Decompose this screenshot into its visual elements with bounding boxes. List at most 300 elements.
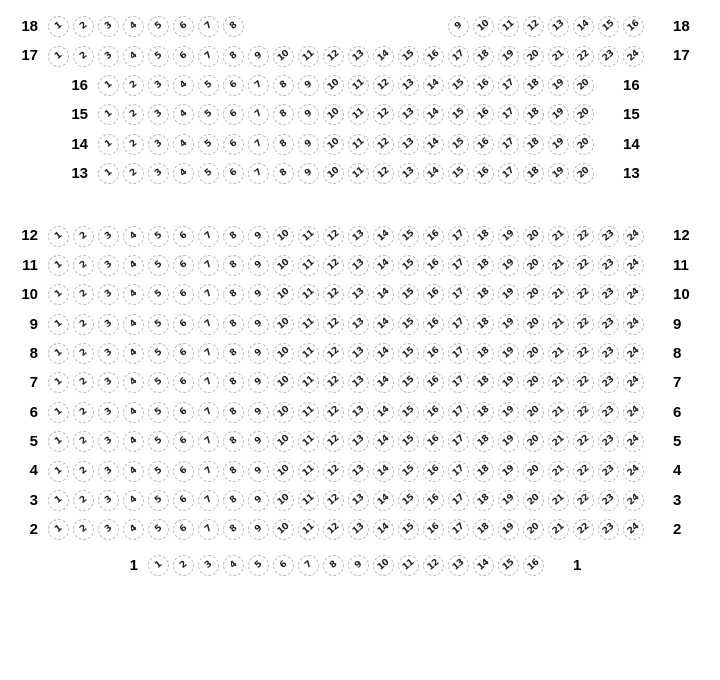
- seat-row7-num21[interactable]: [546, 368, 571, 397]
- seat-row3-num11[interactable]: [296, 486, 321, 515]
- seat-row1-num12[interactable]: [421, 551, 446, 580]
- seat-row9-num16[interactable]: [421, 310, 446, 339]
- seat-row3-num4[interactable]: [121, 486, 146, 515]
- seat-row9-num18[interactable]: [471, 310, 496, 339]
- seat-row7-num22[interactable]: [571, 368, 596, 397]
- seat-row2-num7[interactable]: [196, 515, 221, 544]
- seat-row12-num14[interactable]: [371, 221, 396, 250]
- seat-row17-num21[interactable]: [546, 41, 571, 70]
- seat-row11-num6[interactable]: [171, 251, 196, 280]
- seat-row1-num9[interactable]: [346, 551, 371, 580]
- seat-row15-num11[interactable]: [346, 100, 371, 129]
- seat-row11-num22[interactable]: [571, 251, 596, 280]
- seat-row18-num14[interactable]: [571, 12, 596, 41]
- seat-row17-num20[interactable]: [521, 41, 546, 70]
- seat-row17-num3[interactable]: [96, 41, 121, 70]
- seat-row1-num8[interactable]: [321, 551, 346, 580]
- seat-row15-num3[interactable]: [146, 100, 171, 129]
- seat-row3-num18[interactable]: [471, 486, 496, 515]
- seat-row5-num1[interactable]: [46, 427, 71, 456]
- seat-row6-num3[interactable]: [96, 398, 121, 427]
- seat-row8-num23[interactable]: [596, 339, 621, 368]
- seat-row5-num4[interactable]: [121, 427, 146, 456]
- seat-row7-num15[interactable]: [396, 368, 421, 397]
- seat-row16-num12[interactable]: [371, 71, 396, 100]
- seat-row4-num16[interactable]: [421, 456, 446, 485]
- seat-row11-num15[interactable]: [396, 251, 421, 280]
- seat-row7-num12[interactable]: [321, 368, 346, 397]
- seat-row11-num24[interactable]: [621, 251, 646, 280]
- seat-row5-num12[interactable]: [321, 427, 346, 456]
- seat-row15-num19[interactable]: [546, 100, 571, 129]
- seat-row4-num15[interactable]: [396, 456, 421, 485]
- seat-row5-num13[interactable]: [346, 427, 371, 456]
- seat-row9-num11[interactable]: [296, 310, 321, 339]
- seat-row5-num20[interactable]: [521, 427, 546, 456]
- seat-row6-num1[interactable]: [46, 398, 71, 427]
- seat-row15-num17[interactable]: [496, 100, 521, 129]
- seat-row3-num6[interactable]: [171, 486, 196, 515]
- seat-row11-num4[interactable]: [121, 251, 146, 280]
- seat-row14-num12[interactable]: [371, 130, 396, 159]
- seat-row17-num15[interactable]: [396, 41, 421, 70]
- seat-row8-num16[interactable]: [421, 339, 446, 368]
- seat-row5-num18[interactable]: [471, 427, 496, 456]
- seat-row14-num10[interactable]: [321, 130, 346, 159]
- seat-row6-num9[interactable]: [246, 398, 271, 427]
- seat-row16-num18[interactable]: [521, 71, 546, 100]
- seat-row9-num17[interactable]: [446, 310, 471, 339]
- seat-row4-num18[interactable]: [471, 456, 496, 485]
- seat-row17-num2[interactable]: [71, 41, 96, 70]
- seat-row7-num20[interactable]: [521, 368, 546, 397]
- seat-row7-num2[interactable]: [71, 368, 96, 397]
- seat-row18-num5[interactable]: [146, 12, 171, 41]
- seat-row7-num14[interactable]: [371, 368, 396, 397]
- seat-row11-num1[interactable]: [46, 251, 71, 280]
- seat-row8-num24[interactable]: [621, 339, 646, 368]
- seat-row10-num5[interactable]: [146, 280, 171, 309]
- seat-row11-num11[interactable]: [296, 251, 321, 280]
- seat-row18-num16[interactable]: [621, 12, 646, 41]
- seat-row11-num18[interactable]: [471, 251, 496, 280]
- seat-row4-num10[interactable]: [271, 456, 296, 485]
- seat-row7-num10[interactable]: [271, 368, 296, 397]
- seat-row5-num16[interactable]: [421, 427, 446, 456]
- seat-row10-num6[interactable]: [171, 280, 196, 309]
- seat-row5-num8[interactable]: [221, 427, 246, 456]
- seat-row15-num13[interactable]: [396, 100, 421, 129]
- seat-row10-num11[interactable]: [296, 280, 321, 309]
- seat-row15-num8[interactable]: [271, 100, 296, 129]
- seat-row6-num15[interactable]: [396, 398, 421, 427]
- seat-row1-num13[interactable]: [446, 551, 471, 580]
- seat-row8-num5[interactable]: [146, 339, 171, 368]
- seat-row9-num22[interactable]: [571, 310, 596, 339]
- seat-row9-num8[interactable]: [221, 310, 246, 339]
- seat-row8-num12[interactable]: [321, 339, 346, 368]
- seat-row2-num24[interactable]: [621, 515, 646, 544]
- seat-row2-num19[interactable]: [496, 515, 521, 544]
- seat-row11-num13[interactable]: [346, 251, 371, 280]
- seat-row9-num6[interactable]: [171, 310, 196, 339]
- seat-row11-num21[interactable]: [546, 251, 571, 280]
- seat-row14-num11[interactable]: [346, 130, 371, 159]
- seat-row14-num16[interactable]: [471, 130, 496, 159]
- seat-row5-num17[interactable]: [446, 427, 471, 456]
- seat-row2-num12[interactable]: [321, 515, 346, 544]
- seat-row15-num16[interactable]: [471, 100, 496, 129]
- seat-row8-num4[interactable]: [121, 339, 146, 368]
- seat-row2-num16[interactable]: [421, 515, 446, 544]
- seat-row12-num22[interactable]: [571, 221, 596, 250]
- seat-row12-num6[interactable]: [171, 221, 196, 250]
- seat-row14-num19[interactable]: [546, 130, 571, 159]
- seat-row13-num5[interactable]: [196, 159, 221, 188]
- seat-row4-num22[interactable]: [571, 456, 596, 485]
- seat-row14-num4[interactable]: [171, 130, 196, 159]
- seat-row15-num20[interactable]: [571, 100, 596, 129]
- seat-row12-num20[interactable]: [521, 221, 546, 250]
- seat-row6-num8[interactable]: [221, 398, 246, 427]
- seat-row12-num12[interactable]: [321, 221, 346, 250]
- seat-row3-num17[interactable]: [446, 486, 471, 515]
- seat-row7-num3[interactable]: [96, 368, 121, 397]
- seat-row1-num11[interactable]: [396, 551, 421, 580]
- seat-row6-num20[interactable]: [521, 398, 546, 427]
- seat-row9-num12[interactable]: [321, 310, 346, 339]
- seat-row2-num13[interactable]: [346, 515, 371, 544]
- seat-row13-num17[interactable]: [496, 159, 521, 188]
- seat-row2-num20[interactable]: [521, 515, 546, 544]
- seat-row10-num7[interactable]: [196, 280, 221, 309]
- seat-row1-num1[interactable]: [146, 551, 171, 580]
- seat-row14-num1[interactable]: [96, 130, 121, 159]
- seat-row13-num4[interactable]: [171, 159, 196, 188]
- seat-row2-num23[interactable]: [596, 515, 621, 544]
- seat-row6-num13[interactable]: [346, 398, 371, 427]
- seat-row12-num16[interactable]: [421, 221, 446, 250]
- seat-row11-num16[interactable]: [421, 251, 446, 280]
- seat-row2-num14[interactable]: [371, 515, 396, 544]
- seat-row10-num12[interactable]: [321, 280, 346, 309]
- seat-row11-num10[interactable]: [271, 251, 296, 280]
- seat-row16-num17[interactable]: [496, 71, 521, 100]
- seat-row16-num14[interactable]: [421, 71, 446, 100]
- seat-row10-num9[interactable]: [246, 280, 271, 309]
- seat-row3-num12[interactable]: [321, 486, 346, 515]
- seat-row11-num5[interactable]: [146, 251, 171, 280]
- seat-row17-num14[interactable]: [371, 41, 396, 70]
- seat-row16-num15[interactable]: [446, 71, 471, 100]
- seat-row11-num2[interactable]: [71, 251, 96, 280]
- seat-row12-num15[interactable]: [396, 221, 421, 250]
- seat-row14-num15[interactable]: [446, 130, 471, 159]
- seat-row14-num8[interactable]: [271, 130, 296, 159]
- seat-row16-num7[interactable]: [246, 71, 271, 100]
- seat-row7-num13[interactable]: [346, 368, 371, 397]
- seat-row11-num19[interactable]: [496, 251, 521, 280]
- seat-row15-num10[interactable]: [321, 100, 346, 129]
- seat-row6-num5[interactable]: [146, 398, 171, 427]
- seat-row6-num21[interactable]: [546, 398, 571, 427]
- seat-row15-num6[interactable]: [221, 100, 246, 129]
- seat-row9-num15[interactable]: [396, 310, 421, 339]
- seat-row18-num7[interactable]: [196, 12, 221, 41]
- seat-row2-num11[interactable]: [296, 515, 321, 544]
- seat-row2-num2[interactable]: [71, 515, 96, 544]
- seat-row14-num3[interactable]: [146, 130, 171, 159]
- seat-row14-num13[interactable]: [396, 130, 421, 159]
- seat-row3-num23[interactable]: [596, 486, 621, 515]
- seat-row16-num19[interactable]: [546, 71, 571, 100]
- seat-row13-num13[interactable]: [396, 159, 421, 188]
- seat-row2-num4[interactable]: [121, 515, 146, 544]
- seat-row14-num5[interactable]: [196, 130, 221, 159]
- seat-row3-num19[interactable]: [496, 486, 521, 515]
- seat-row12-num13[interactable]: [346, 221, 371, 250]
- seat-row12-num10[interactable]: [271, 221, 296, 250]
- seat-row6-num2[interactable]: [71, 398, 96, 427]
- seat-row17-num10[interactable]: [271, 41, 296, 70]
- seat-row13-num19[interactable]: [546, 159, 571, 188]
- seat-row15-num1[interactable]: [96, 100, 121, 129]
- seat-row4-num11[interactable]: [296, 456, 321, 485]
- seat-row10-num23[interactable]: [596, 280, 621, 309]
- seat-row5-num10[interactable]: [271, 427, 296, 456]
- seat-row2-num22[interactable]: [571, 515, 596, 544]
- seat-row12-num7[interactable]: [196, 221, 221, 250]
- seat-row3-num24[interactable]: [621, 486, 646, 515]
- seat-row16-num1[interactable]: [96, 71, 121, 100]
- seat-row1-num3[interactable]: [196, 551, 221, 580]
- seat-row18-num3[interactable]: [96, 12, 121, 41]
- seat-row13-num9[interactable]: [296, 159, 321, 188]
- seat-row18-num10[interactable]: [471, 12, 496, 41]
- seat-row17-num8[interactable]: [221, 41, 246, 70]
- seat-row17-num11[interactable]: [296, 41, 321, 70]
- seat-row16-num9[interactable]: [296, 71, 321, 100]
- seat-row5-num6[interactable]: [171, 427, 196, 456]
- seat-row16-num13[interactable]: [396, 71, 421, 100]
- seat-row1-num7[interactable]: [296, 551, 321, 580]
- seat-row3-num3[interactable]: [96, 486, 121, 515]
- seat-row10-num8[interactable]: [221, 280, 246, 309]
- seat-row15-num5[interactable]: [196, 100, 221, 129]
- seat-row15-num12[interactable]: [371, 100, 396, 129]
- seat-row16-num2[interactable]: [121, 71, 146, 100]
- seat-row13-num3[interactable]: [146, 159, 171, 188]
- seat-row7-num7[interactable]: [196, 368, 221, 397]
- seat-row5-num14[interactable]: [371, 427, 396, 456]
- seat-row4-num7[interactable]: [196, 456, 221, 485]
- seat-row11-num8[interactable]: [221, 251, 246, 280]
- seat-row9-num20[interactable]: [521, 310, 546, 339]
- seat-row12-num8[interactable]: [221, 221, 246, 250]
- seat-row6-num18[interactable]: [471, 398, 496, 427]
- seat-row6-num17[interactable]: [446, 398, 471, 427]
- seat-row4-num9[interactable]: [246, 456, 271, 485]
- seat-row5-num3[interactable]: [96, 427, 121, 456]
- seat-row18-num12[interactable]: [521, 12, 546, 41]
- seat-row17-num22[interactable]: [571, 41, 596, 70]
- seat-row5-num7[interactable]: [196, 427, 221, 456]
- seat-row16-num5[interactable]: [196, 71, 221, 100]
- seat-row9-num9[interactable]: [246, 310, 271, 339]
- seat-row13-num1[interactable]: [96, 159, 121, 188]
- seat-row11-num14[interactable]: [371, 251, 396, 280]
- seat-row11-num23[interactable]: [596, 251, 621, 280]
- seat-row18-num13[interactable]: [546, 12, 571, 41]
- seat-row2-num17[interactable]: [446, 515, 471, 544]
- seat-row14-num18[interactable]: [521, 130, 546, 159]
- seat-row4-num3[interactable]: [96, 456, 121, 485]
- seat-row4-num23[interactable]: [596, 456, 621, 485]
- seat-row9-num10[interactable]: [271, 310, 296, 339]
- seat-row11-num9[interactable]: [246, 251, 271, 280]
- seat-row5-num23[interactable]: [596, 427, 621, 456]
- seat-row12-num1[interactable]: [46, 221, 71, 250]
- seat-row15-num14[interactable]: [421, 100, 446, 129]
- seat-row4-num17[interactable]: [446, 456, 471, 485]
- seat-row2-num1[interactable]: [46, 515, 71, 544]
- seat-row2-num18[interactable]: [471, 515, 496, 544]
- seat-row17-num1[interactable]: [46, 41, 71, 70]
- seat-row1-num16[interactable]: [521, 551, 546, 580]
- seat-row10-num24[interactable]: [621, 280, 646, 309]
- seat-row15-num15[interactable]: [446, 100, 471, 129]
- seat-row8-num21[interactable]: [546, 339, 571, 368]
- seat-row3-num8[interactable]: [221, 486, 246, 515]
- seat-row14-num20[interactable]: [571, 130, 596, 159]
- seat-row9-num23[interactable]: [596, 310, 621, 339]
- seat-row4-num12[interactable]: [321, 456, 346, 485]
- seat-row10-num19[interactable]: [496, 280, 521, 309]
- seat-row10-num17[interactable]: [446, 280, 471, 309]
- seat-row7-num19[interactable]: [496, 368, 521, 397]
- seat-row8-num3[interactable]: [96, 339, 121, 368]
- seat-row8-num8[interactable]: [221, 339, 246, 368]
- seat-row10-num20[interactable]: [521, 280, 546, 309]
- seat-row6-num11[interactable]: [296, 398, 321, 427]
- seat-row16-num3[interactable]: [146, 71, 171, 100]
- seat-row17-num16[interactable]: [421, 41, 446, 70]
- seat-row18-num8[interactable]: [221, 12, 246, 41]
- seat-row5-num11[interactable]: [296, 427, 321, 456]
- seat-row2-num21[interactable]: [546, 515, 571, 544]
- seat-row7-num4[interactable]: [121, 368, 146, 397]
- seat-row14-num14[interactable]: [421, 130, 446, 159]
- seat-row3-num13[interactable]: [346, 486, 371, 515]
- seat-row1-num4[interactable]: [221, 551, 246, 580]
- seat-row4-num20[interactable]: [521, 456, 546, 485]
- seat-row7-num18[interactable]: [471, 368, 496, 397]
- seat-row1-num14[interactable]: [471, 551, 496, 580]
- seat-row9-num14[interactable]: [371, 310, 396, 339]
- seat-row8-num10[interactable]: [271, 339, 296, 368]
- seat-row6-num14[interactable]: [371, 398, 396, 427]
- seat-row3-num21[interactable]: [546, 486, 571, 515]
- seat-row10-num10[interactable]: [271, 280, 296, 309]
- seat-row3-num5[interactable]: [146, 486, 171, 515]
- seat-row9-num3[interactable]: [96, 310, 121, 339]
- seat-row7-num17[interactable]: [446, 368, 471, 397]
- seat-row12-num5[interactable]: [146, 221, 171, 250]
- seat-row9-num19[interactable]: [496, 310, 521, 339]
- seat-row4-num4[interactable]: [121, 456, 146, 485]
- seat-row2-num5[interactable]: [146, 515, 171, 544]
- seat-row2-num10[interactable]: [271, 515, 296, 544]
- seat-row13-num11[interactable]: [346, 159, 371, 188]
- seat-row7-num6[interactable]: [171, 368, 196, 397]
- seat-row16-num16[interactable]: [471, 71, 496, 100]
- seat-row17-num4[interactable]: [121, 41, 146, 70]
- seat-row17-num17[interactable]: [446, 41, 471, 70]
- seat-row6-num24[interactable]: [621, 398, 646, 427]
- seat-row12-num23[interactable]: [596, 221, 621, 250]
- seat-row4-num5[interactable]: [146, 456, 171, 485]
- seat-row10-num1[interactable]: [46, 280, 71, 309]
- seat-row12-num18[interactable]: [471, 221, 496, 250]
- seat-row9-num1[interactable]: [46, 310, 71, 339]
- seat-row3-num10[interactable]: [271, 486, 296, 515]
- seat-row6-num7[interactable]: [196, 398, 221, 427]
- seat-row16-num20[interactable]: [571, 71, 596, 100]
- seat-row10-num13[interactable]: [346, 280, 371, 309]
- seat-row9-num5[interactable]: [146, 310, 171, 339]
- seat-row9-num13[interactable]: [346, 310, 371, 339]
- seat-row12-num2[interactable]: [71, 221, 96, 250]
- seat-row3-num16[interactable]: [421, 486, 446, 515]
- seat-row17-num9[interactable]: [246, 41, 271, 70]
- seat-row15-num18[interactable]: [521, 100, 546, 129]
- seat-row12-num3[interactable]: [96, 221, 121, 250]
- seat-row5-num22[interactable]: [571, 427, 596, 456]
- seat-row2-num6[interactable]: [171, 515, 196, 544]
- seat-row8-num2[interactable]: [71, 339, 96, 368]
- seat-row13-num18[interactable]: [521, 159, 546, 188]
- seat-row17-num24[interactable]: [621, 41, 646, 70]
- seat-row17-num18[interactable]: [471, 41, 496, 70]
- seat-row8-num19[interactable]: [496, 339, 521, 368]
- seat-row1-num15[interactable]: [496, 551, 521, 580]
- seat-row10-num2[interactable]: [71, 280, 96, 309]
- seat-row10-num16[interactable]: [421, 280, 446, 309]
- seat-row16-num11[interactable]: [346, 71, 371, 100]
- seat-row9-num24[interactable]: [621, 310, 646, 339]
- seat-row4-num19[interactable]: [496, 456, 521, 485]
- seat-row6-num22[interactable]: [571, 398, 596, 427]
- seat-row14-num17[interactable]: [496, 130, 521, 159]
- seat-row1-num5[interactable]: [246, 551, 271, 580]
- seat-row10-num14[interactable]: [371, 280, 396, 309]
- seat-row13-num6[interactable]: [221, 159, 246, 188]
- seat-row11-num17[interactable]: [446, 251, 471, 280]
- seat-row2-num15[interactable]: [396, 515, 421, 544]
- seat-row15-num2[interactable]: [121, 100, 146, 129]
- seat-row7-num9[interactable]: [246, 368, 271, 397]
- seat-row12-num21[interactable]: [546, 221, 571, 250]
- seat-row8-num17[interactable]: [446, 339, 471, 368]
- seat-row7-num16[interactable]: [421, 368, 446, 397]
- seat-row8-num9[interactable]: [246, 339, 271, 368]
- seat-row13-num2[interactable]: [121, 159, 146, 188]
- seat-row3-num15[interactable]: [396, 486, 421, 515]
- seat-row3-num20[interactable]: [521, 486, 546, 515]
- seat-row12-num11[interactable]: [296, 221, 321, 250]
- seat-row9-num21[interactable]: [546, 310, 571, 339]
- seat-row5-num19[interactable]: [496, 427, 521, 456]
